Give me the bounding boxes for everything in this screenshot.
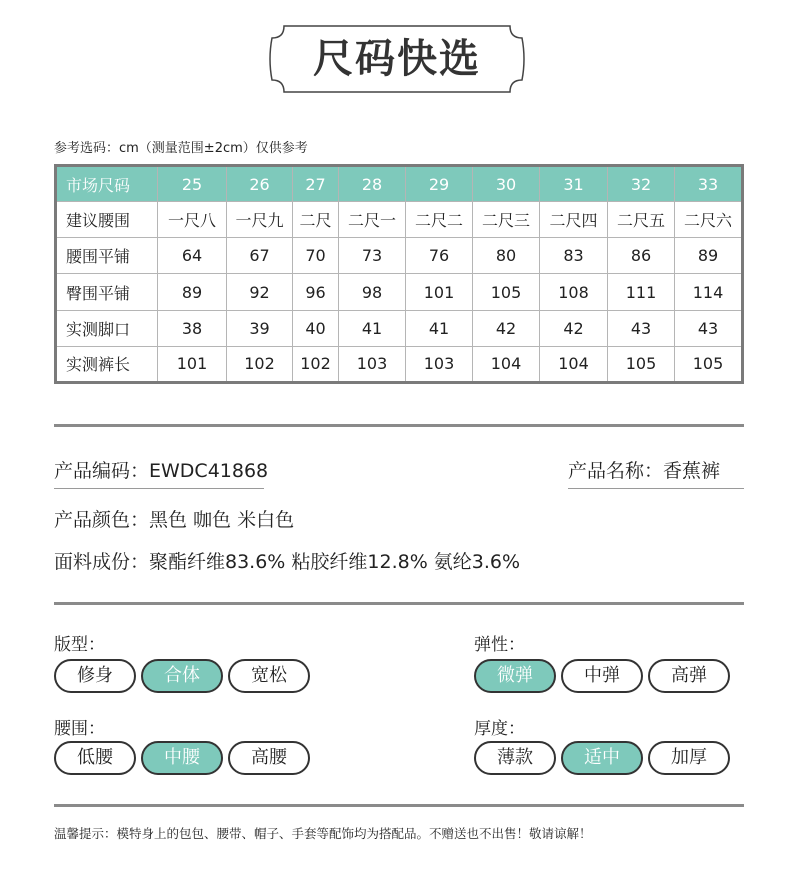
table-cell: 102 [293, 346, 339, 382]
table-cell: 80 [473, 238, 540, 274]
fit-option-slim[interactable]: 修身 [54, 659, 136, 693]
table-cell: 96 [293, 274, 339, 310]
table-row [56, 238, 743, 274]
header-cell: 29 [406, 166, 473, 202]
table-row [56, 310, 743, 346]
size-table [54, 164, 744, 384]
header-cell: 31 [540, 166, 608, 202]
header-cell: 30 [473, 166, 540, 202]
table-cell: 103 [339, 346, 406, 382]
table-cell: 70 [293, 238, 339, 274]
product-colors: 产品颜色：黑色 咖色 米白色 [54, 509, 295, 531]
elasticity-label: 弹性： [474, 635, 525, 655]
table-cell: 101 [158, 346, 227, 382]
table-cell: 103 [406, 346, 473, 382]
product-name: 产品名称：香蕉裤 [568, 460, 721, 482]
table-cell: 102 [227, 346, 293, 382]
header-cell: 33 [675, 166, 743, 202]
row-label: 实测裤长 [56, 346, 158, 382]
table-cell: 42 [540, 310, 608, 346]
waist-option-mid[interactable]: 中腰 [141, 741, 223, 775]
table-row [56, 202, 743, 238]
waist-option-high[interactable]: 高腰 [228, 741, 310, 775]
header-cell: 市场尺码 [56, 166, 158, 202]
table-cell: 二尺二 [406, 202, 473, 238]
table-cell: 二尺 [293, 202, 339, 238]
footer-note: 温馨提示：模特身上的包包、腰带、帽子、手套等配饰均为搭配品。不赠送也不出售！敬请谅解！ [54, 826, 592, 841]
thickness-option-thick[interactable]: 加厚 [648, 741, 730, 775]
waist-label: 腰围： [54, 719, 105, 739]
table-cell: 67 [227, 238, 293, 274]
table-cell: 二尺一 [339, 202, 406, 238]
page-title: 尺码快选 [313, 36, 481, 82]
table-cell: 89 [675, 238, 743, 274]
elasticity-option-slight[interactable]: 微弹 [474, 659, 556, 693]
table-cell: 101 [406, 274, 473, 310]
row-label: 臀围平铺 [56, 274, 158, 310]
fit-option-regular[interactable]: 合体 [141, 659, 223, 693]
table-cell: 108 [540, 274, 608, 310]
table-header-row [56, 166, 743, 202]
table-cell: 40 [293, 310, 339, 346]
title-banner [266, 24, 528, 94]
row-label: 腰围平铺 [56, 238, 158, 274]
elasticity-option-medium[interactable]: 中弹 [561, 659, 643, 693]
row-label: 建议腰围 [56, 202, 158, 238]
header-cell: 26 [227, 166, 293, 202]
reference-note: 参考选码：cm（测量范围±2cm）仅供参考 [54, 141, 308, 156]
table-cell: 104 [540, 346, 608, 382]
table-cell: 41 [339, 310, 406, 346]
header-cell: 32 [608, 166, 675, 202]
section-divider [54, 804, 744, 807]
table-cell: 73 [339, 238, 406, 274]
table-cell: 39 [227, 310, 293, 346]
table-cell: 105 [473, 274, 540, 310]
table-cell: 104 [473, 346, 540, 382]
fabric-composition: 面料成份：聚酯纤维83.6% 粘胶纤维12.8% 氨纶3.6% [54, 551, 521, 573]
table-cell: 92 [227, 274, 293, 310]
table-cell: 二尺三 [473, 202, 540, 238]
table-cell: 二尺四 [540, 202, 608, 238]
section-divider [54, 424, 744, 427]
product-code: 产品编码：EWDC41868 [54, 460, 269, 482]
table-cell: 76 [406, 238, 473, 274]
table-cell: 105 [608, 346, 675, 382]
row-label: 实测脚口 [56, 310, 158, 346]
table-cell: 43 [675, 310, 743, 346]
table-cell: 89 [158, 274, 227, 310]
table-cell: 42 [473, 310, 540, 346]
table-cell: 41 [406, 310, 473, 346]
table-cell: 43 [608, 310, 675, 346]
header-cell: 27 [293, 166, 339, 202]
table-cell: 64 [158, 238, 227, 274]
elasticity-option-high[interactable]: 高弹 [648, 659, 730, 693]
fit-option-loose[interactable]: 宽松 [228, 659, 310, 693]
table-cell: 98 [339, 274, 406, 310]
table-cell: 86 [608, 238, 675, 274]
table-cell: 二尺六 [675, 202, 743, 238]
header-cell: 28 [339, 166, 406, 202]
table-row [56, 346, 743, 382]
table-cell: 二尺五 [608, 202, 675, 238]
section-divider [54, 602, 744, 605]
waist-option-low[interactable]: 低腰 [54, 741, 136, 775]
thickness-option-medium[interactable]: 适中 [561, 741, 643, 775]
table-cell: 一尺九 [227, 202, 293, 238]
table-cell: 一尺八 [158, 202, 227, 238]
table-cell: 38 [158, 310, 227, 346]
product-code-underline [54, 488, 264, 489]
table-cell: 105 [675, 346, 743, 382]
product-name-underline [568, 488, 744, 489]
table-cell: 111 [608, 274, 675, 310]
fit-label: 版型： [54, 635, 105, 655]
thickness-label: 厚度： [474, 719, 525, 739]
header-cell: 25 [158, 166, 227, 202]
table-cell: 114 [675, 274, 743, 310]
table-row [56, 274, 743, 310]
table-cell: 83 [540, 238, 608, 274]
thickness-option-thin[interactable]: 薄款 [474, 741, 556, 775]
